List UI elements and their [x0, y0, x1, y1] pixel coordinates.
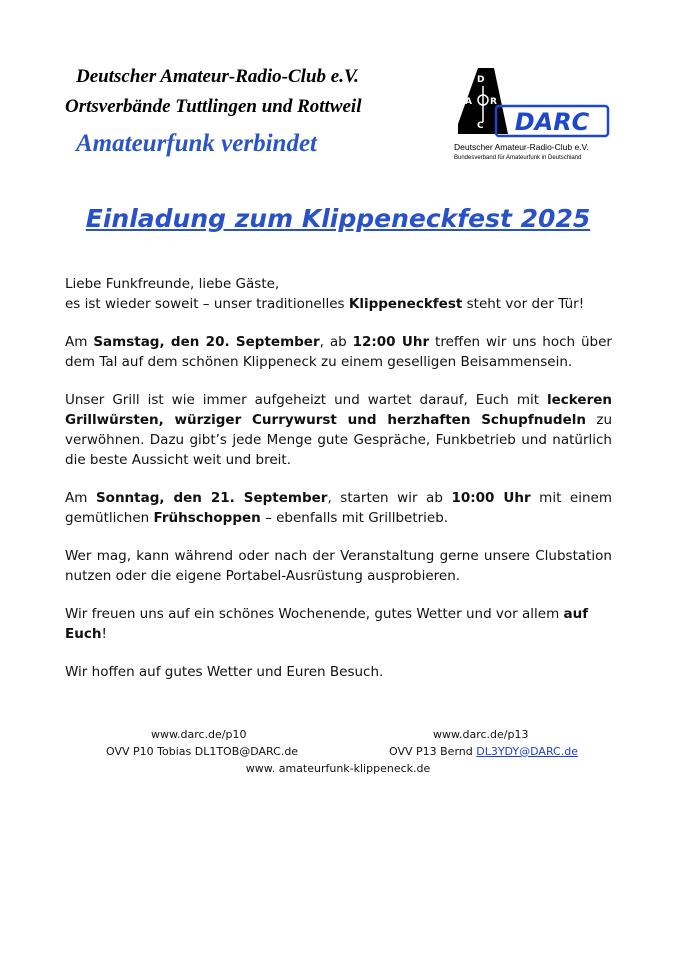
welcome-pre: Wir freuen uns auf ein schönes Wochenende, gutes Wetter und vor allem [65, 606, 564, 622]
closing-text: Wir hoffen auf gutes Wetter und Euren Besuch. [65, 664, 384, 680]
saturday-mid: , ab [319, 334, 353, 350]
welcome-highlight: auf Euch [65, 606, 589, 642]
greeting-paragraph [65, 274, 612, 314]
footer-left-contact: OVV P10 Tobias DL1TOB@DARC.de [106, 745, 299, 758]
grill-post: zu verwöhnen. Dazu gibt’s jede Menge gute Gespräche, Funkbetrieb und natürlich die beste Aussicht weit und breit. [65, 412, 613, 468]
closing-paragraph [65, 662, 612, 682]
grill-paragraph [65, 390, 612, 470]
invitation-title: Einladung zum Klippeneckfest 2025 [85, 204, 591, 233]
sunday-time: 10:00 Uhr [451, 490, 531, 506]
emblem-letter-d: D [477, 75, 485, 85]
saturday-pre: Am [65, 334, 94, 350]
local-groups: Ortsverbände Tuttlingen und Rottweil [65, 96, 362, 117]
sunday-fruehschoppen: Frühschoppen [153, 510, 261, 526]
welcome-post: ! [101, 626, 107, 642]
greeting-line-2-post: steht vor der Tür! [462, 296, 585, 312]
sunday-mid: , starten wir ab [327, 490, 452, 506]
footer-left-url[interactable]: www.darc.de/p10 [151, 728, 247, 741]
sunday-date: Sonntag, den 21. September [95, 490, 328, 506]
darc-logo [450, 62, 620, 172]
footer-center-url[interactable]: www. amateurfunk-klippeneck.de [245, 762, 431, 775]
footer-right-url[interactable]: www.darc.de/p13 [433, 728, 529, 741]
emblem-letter-c: C [477, 121, 484, 131]
greeting-line-2-pre: es ist wieder soweit – unser traditionelles [65, 296, 349, 312]
club-name: Deutscher Amateur-Radio-Club e.V. [76, 66, 359, 87]
station-text: Wer mag, kann während oder nach der Veranstaltung gerne unsere Clubstation nutzen oder die eigene Portabel-Ausrüstung ausprobieren. [65, 548, 612, 584]
sunday-mid-2: mit einem gemütlichen [65, 490, 612, 526]
greeting-line-1: Liebe Funkfreunde, liebe Gäste, [65, 276, 280, 292]
saturday-date: Samstag, den 20. September [93, 334, 320, 350]
footer-right-contact [389, 745, 578, 758]
slogan: Amateurfunk verbindet [76, 130, 317, 157]
darc-wordmark: DARC [514, 108, 590, 136]
sunday-paragraph [65, 488, 612, 528]
logo-tagline: Deutscher Amateur-Radio-Club e.V. [454, 142, 589, 152]
grill-pre: Unser Grill ist wie immer aufgeheizt und wartet darauf, Euch mit [65, 392, 548, 408]
saturday-post: treffen wir uns hoch über dem Tal auf dem schönen Klippeneck zu einem geselligen Beisammensein. [65, 334, 612, 370]
welcome-paragraph [65, 604, 612, 644]
greeting-line-2-highlight: Klippeneckfest [348, 296, 463, 312]
saturday-time: 12:00 Uhr [352, 334, 430, 350]
emblem-letter-a: A [465, 97, 472, 107]
footer-right-contact-prefix: OVV P13 Bernd [389, 745, 477, 758]
grill-food: leckeren Grillwürsten, würziger Currywurst und herzhaften Schupfnudeln [65, 392, 612, 428]
sunday-pre: Am [65, 490, 96, 506]
station-paragraph [65, 546, 612, 586]
logo-subtagline: Bundesverband für Amateurfunk in Deutschland [454, 155, 582, 161]
saturday-paragraph [65, 332, 612, 372]
sunday-post: – ebenfalls mit Grillbetrieb. [260, 510, 449, 526]
footer-right-email-link[interactable]: DL3YDY@DARC.de [476, 745, 578, 758]
emblem-letter-r: R [490, 97, 497, 107]
